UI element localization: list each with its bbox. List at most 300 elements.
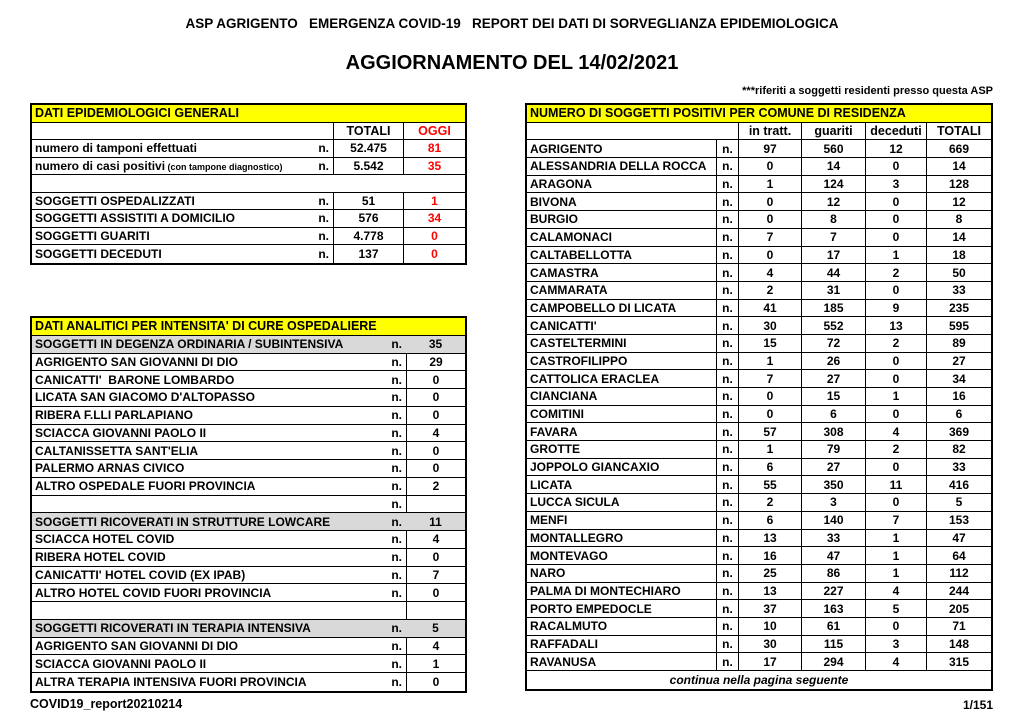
- n-label: n.: [391, 337, 402, 352]
- deceduti-value: 4: [865, 583, 926, 600]
- in-tratt-value: 2: [738, 494, 801, 511]
- commune-table-row: [527, 530, 991, 548]
- totali-value: 205: [926, 600, 991, 617]
- deceduti-value: 11: [865, 476, 926, 493]
- guariti-value: 47: [801, 547, 865, 564]
- commune-name: CAMASTRA: [530, 265, 599, 280]
- row-label-cell: [32, 228, 333, 245]
- general-table-row: [32, 193, 465, 211]
- totali-value: 5: [926, 494, 991, 511]
- n-label: n.: [716, 583, 738, 600]
- n-label: n.: [391, 390, 402, 405]
- row-label: ALTRO OSPEDALE FUORI PROVINCIA: [35, 479, 256, 494]
- commune-name: MONTEVAGO: [530, 548, 608, 563]
- commune-table-row: [527, 211, 991, 229]
- row-label: CANICATTI' HOTEL COVID (EX IPAB): [35, 567, 246, 582]
- row-label: SOGGETTI RICOVERATI IN STRUTTURE LOWCARE: [35, 514, 331, 529]
- hospital-section-row: [32, 513, 465, 531]
- n-label: n.: [318, 228, 329, 243]
- deceduti-value: 1: [865, 530, 926, 547]
- in-tratt-value: 6: [738, 512, 801, 529]
- commune-table-row: [527, 353, 991, 371]
- commune-name: CALAMONACI: [530, 230, 612, 245]
- commune-name: ARAGONA: [530, 177, 592, 192]
- hospital-table-row: [32, 531, 465, 549]
- count-value: 29: [406, 354, 465, 371]
- deceduti-value: 13: [865, 317, 926, 334]
- row-label: SOGGETTI IN DEGENZA ORDINARIA / SUBINTENSIVA: [35, 337, 344, 352]
- row-label: SCIACCA GIOVANNI PAOLO II: [35, 656, 207, 671]
- report-title: ASP AGRIGENTO EMERGENZA COVID-19 REPORT DEI DATI DI SORVEGLIANZA EPIDEMIOLOGICA: [185, 16, 839, 31]
- n-label: n.: [716, 317, 738, 334]
- guariti-value: 115: [801, 636, 865, 653]
- asp-residents-note: ***riferiti a soggetti residenti presso questa ASP: [742, 85, 993, 97]
- n-label: n.: [391, 567, 402, 582]
- count-value: 7: [406, 567, 465, 584]
- guariti-value: 294: [801, 653, 865, 670]
- general-table-row: [32, 245, 465, 263]
- n-label: n.: [716, 264, 738, 281]
- totali-value: 33: [926, 282, 991, 299]
- commune-name: LICATA: [530, 477, 573, 492]
- hospital-table-row: [32, 442, 465, 460]
- n-label: n.: [716, 211, 738, 228]
- row-label-cell: [32, 567, 406, 584]
- totali-value: 14: [926, 229, 991, 246]
- count-value: 0: [406, 460, 465, 477]
- commune-name: PALMA DI MONTECHIARO: [530, 583, 681, 598]
- guariti-value: 140: [801, 512, 865, 529]
- in-tratt-value: 55: [738, 476, 801, 493]
- totali-value: 52.475: [333, 140, 403, 157]
- oggi-value: 35: [403, 158, 465, 175]
- deceduti-value: 0: [865, 229, 926, 246]
- totali-value: 18: [926, 247, 991, 264]
- count-value: 0: [406, 371, 465, 388]
- in-tratt-value: 0: [738, 193, 801, 210]
- hospital-table-row: [32, 478, 465, 496]
- n-label: n.: [716, 547, 738, 564]
- commune-name: BURGIO: [530, 212, 578, 227]
- row-label-cell: [32, 549, 406, 566]
- hospital-table-row: [32, 425, 465, 443]
- commune-name: JOPPOLO GIANCAXIO: [530, 460, 660, 475]
- n-label: n.: [391, 372, 402, 387]
- commune-table-row: [527, 388, 991, 406]
- hospital-table-title: DATI ANALITICI PER INTENSITA' DI CURE OSPEDALIERE: [35, 319, 377, 334]
- deceduti-value: 2: [865, 335, 926, 352]
- deceduti-value: 0: [865, 494, 926, 511]
- general-table-row: [32, 210, 465, 228]
- commune-table-row: [527, 476, 991, 494]
- hospital-table-row: [32, 655, 465, 673]
- totali-value: 5.542: [333, 158, 403, 175]
- totali-value: 47: [926, 530, 991, 547]
- deceduti-value: 2: [865, 264, 926, 281]
- continuation-text: continua nella pagina seguente: [669, 672, 849, 687]
- totali-value: 576: [333, 210, 403, 227]
- commune-name: CAMMARATA: [530, 283, 608, 298]
- deceduti-column-header: deceduti: [865, 123, 926, 140]
- hospital-table-row: [32, 496, 465, 514]
- in-tratt-value: 7: [738, 229, 801, 246]
- row-label-cell: [32, 210, 333, 227]
- commune-name: CANICATTI': [530, 318, 597, 333]
- guariti-value: 7: [801, 229, 865, 246]
- in-tratt-column-header: in tratt.: [738, 123, 801, 140]
- row-label-cell: [32, 140, 333, 157]
- commune-table-title: NUMERO DI SOGGETTI POSITIVI PER COMUNE DI RESIDENZA: [530, 106, 906, 121]
- row-label: SOGGETTI GUARITI: [35, 228, 150, 243]
- general-data-table: [30, 103, 467, 265]
- n-label: n.: [318, 246, 329, 261]
- general-table-header-row: [32, 123, 465, 141]
- in-tratt-value: 37: [738, 600, 801, 617]
- totali-value: 416: [926, 476, 991, 493]
- guariti-value: 8: [801, 211, 865, 228]
- general-table-row: [32, 228, 465, 246]
- n-label: n.: [391, 532, 402, 547]
- oggi-column-header: OGGI: [403, 123, 465, 140]
- totali-value: 71: [926, 618, 991, 635]
- row-label-cell: [32, 442, 406, 459]
- row-label-cell: [32, 584, 406, 601]
- hospital-table-row: [32, 549, 465, 567]
- in-tratt-value: 1: [738, 441, 801, 458]
- row-label-cell: [32, 673, 406, 691]
- n-label: n.: [716, 636, 738, 653]
- guariti-value: 6: [801, 406, 865, 423]
- commune-name: CASTELTERMINI: [530, 336, 627, 351]
- n-label: n.: [716, 512, 738, 529]
- deceduti-value: 9: [865, 300, 926, 317]
- deceduti-value: 0: [865, 158, 926, 175]
- totali-value: 16: [926, 388, 991, 405]
- guariti-value: 17: [801, 247, 865, 264]
- guariti-column-header: guariti: [801, 123, 865, 140]
- in-tratt-value: 0: [738, 158, 801, 175]
- commune-table-row: [527, 317, 991, 335]
- commune-table-row: [527, 158, 991, 176]
- row-label: CALTANISSETTA SANT'ELIA: [35, 443, 199, 458]
- deceduti-value: 1: [865, 388, 926, 405]
- row-label-cell: [32, 531, 406, 548]
- n-label: n.: [391, 443, 402, 458]
- commune-table-row: [527, 140, 991, 158]
- totali-value: 12: [926, 193, 991, 210]
- guariti-value: 12: [801, 193, 865, 210]
- n-label: n.: [318, 158, 329, 173]
- hospital-section-row: [32, 336, 465, 354]
- deceduti-value: 4: [865, 423, 926, 440]
- oggi-value: 1: [403, 193, 465, 210]
- commune-name: CALTABELLOTTA: [530, 247, 632, 262]
- in-tratt-value: 2: [738, 282, 801, 299]
- commune-table-row: [527, 512, 991, 530]
- n-label: n.: [391, 479, 402, 494]
- n-label: n.: [716, 600, 738, 617]
- totali-value: 33: [926, 459, 991, 476]
- count-value: 4: [406, 531, 465, 548]
- n-label: n.: [391, 354, 402, 369]
- hospital-table-row: [32, 354, 465, 372]
- n-label: n.: [716, 229, 738, 246]
- in-tratt-value: 0: [738, 406, 801, 423]
- commune-table-row: [527, 636, 991, 654]
- totali-column-header: TOTALI: [333, 123, 403, 140]
- deceduti-value: 0: [865, 193, 926, 210]
- n-label: n.: [318, 211, 329, 226]
- commune-name: CAMPOBELLO DI LICATA: [530, 300, 677, 315]
- guariti-value: 14: [801, 158, 865, 175]
- totali-value: 4.778: [333, 228, 403, 245]
- row-label-cell: [32, 407, 406, 424]
- guariti-value: 227: [801, 583, 865, 600]
- row-label-cell: [32, 460, 406, 477]
- guariti-value: 163: [801, 600, 865, 617]
- guariti-value: 86: [801, 565, 865, 582]
- commune-table-title-row: [527, 105, 991, 123]
- in-tratt-value: 6: [738, 459, 801, 476]
- count-value: [406, 602, 465, 619]
- commune-table-row: [527, 193, 991, 211]
- count-value: 0: [406, 584, 465, 601]
- n-label: n.: [716, 300, 738, 317]
- totali-value: 27: [926, 353, 991, 370]
- deceduti-value: 2: [865, 441, 926, 458]
- hospital-section-row: [32, 620, 465, 638]
- row-label: RIBERA F.LLI PARLAPIANO: [35, 408, 193, 423]
- count-value: 35: [428, 337, 443, 352]
- n-label: n.: [391, 550, 402, 565]
- totali-value: 244: [926, 583, 991, 600]
- row-label-cell: [32, 620, 406, 637]
- in-tratt-value: 13: [738, 583, 801, 600]
- deceduti-value: 0: [865, 459, 926, 476]
- page-number: 1/151: [962, 698, 993, 712]
- in-tratt-value: 0: [738, 211, 801, 228]
- commune-name: FAVARA: [530, 424, 578, 439]
- row-label-cell: [32, 425, 406, 442]
- empty-header-cell: [32, 123, 333, 140]
- totali-value: 153: [926, 512, 991, 529]
- deceduti-value: 0: [865, 353, 926, 370]
- count-value: 1: [406, 655, 465, 672]
- commune-table-header-row: [527, 123, 991, 141]
- count-value: 5: [432, 621, 439, 636]
- in-tratt-value: 7: [738, 370, 801, 387]
- row-label: SOGGETTI DECEDUTI: [35, 246, 162, 261]
- row-label: ALTRA TERAPIA INTENSIVA FUORI PROVINCIA: [35, 674, 307, 689]
- n-label: n.: [716, 247, 738, 264]
- row-label-cell: [32, 389, 406, 406]
- n-label: n.: [391, 425, 402, 440]
- totali-value: 315: [926, 653, 991, 670]
- commune-name: CASTROFILIPPO: [530, 353, 628, 368]
- commune-name: AGRIGENTO: [530, 141, 603, 156]
- row-label-cell: [32, 371, 406, 388]
- hospital-table-title-row: [32, 318, 465, 336]
- guariti-value: 44: [801, 264, 865, 281]
- count-value: 4: [406, 425, 465, 442]
- row-label: SOGGETTI ASSISTITI A DOMICILIO: [35, 211, 236, 226]
- deceduti-value: 0: [865, 618, 926, 635]
- hospital-intensity-table: [30, 316, 467, 693]
- deceduti-value: 12: [865, 140, 926, 157]
- deceduti-value: 7: [865, 512, 926, 529]
- oggi-value: 81: [403, 140, 465, 157]
- totali-value: 34: [926, 370, 991, 387]
- in-tratt-value: 10: [738, 618, 801, 635]
- commune-table-row: [527, 370, 991, 388]
- commune-table-row: [527, 282, 991, 300]
- commune-table-row: [527, 618, 991, 636]
- commune-table-row: [527, 583, 991, 601]
- totali-value: 6: [926, 406, 991, 423]
- n-label: n.: [391, 638, 402, 653]
- hospital-table-row: [32, 638, 465, 656]
- commune-table-row: [527, 653, 991, 671]
- commune-name: LUCCA SICULA: [530, 495, 620, 510]
- hospital-table-row: [32, 584, 465, 602]
- row-label-cell: [32, 513, 406, 530]
- guariti-value: 15: [801, 388, 865, 405]
- totali-value: 82: [926, 441, 991, 458]
- guariti-value: 79: [801, 441, 865, 458]
- row-label-cell: [32, 336, 406, 353]
- guariti-value: 350: [801, 476, 865, 493]
- hospital-table-row: [32, 371, 465, 389]
- count-value: 0: [406, 673, 465, 691]
- count-value: 0: [406, 549, 465, 566]
- n-label: n.: [716, 176, 738, 193]
- commune-name: RACALMUTO: [530, 619, 608, 634]
- in-tratt-value: 25: [738, 565, 801, 582]
- totali-value: 669: [926, 140, 991, 157]
- n-label: n.: [318, 141, 329, 156]
- n-label: n.: [391, 621, 402, 636]
- n-label: n.: [391, 656, 402, 671]
- commune-table-row: [527, 494, 991, 512]
- totali-column-header: TOTALI: [926, 123, 991, 140]
- guariti-value: 560: [801, 140, 865, 157]
- n-label: n.: [716, 406, 738, 423]
- n-label: n.: [391, 496, 402, 511]
- commune-table-row: [527, 600, 991, 618]
- row-label: SCIACCA HOTEL COVID: [35, 532, 175, 547]
- general-table-row: [32, 158, 465, 176]
- guariti-value: 3: [801, 494, 865, 511]
- n-label: n.: [318, 193, 329, 208]
- in-tratt-value: 15: [738, 335, 801, 352]
- commune-table-row: [527, 406, 991, 424]
- commune-table-row: [527, 176, 991, 194]
- totali-value: 51: [333, 193, 403, 210]
- deceduti-value: 0: [865, 282, 926, 299]
- totali-value: 595: [926, 317, 991, 334]
- totali-value: 89: [926, 335, 991, 352]
- guariti-value: 72: [801, 335, 865, 352]
- document-filename: COVID19_report20210214: [30, 697, 183, 711]
- commune-name: CATTOLICA ERACLEA: [530, 371, 660, 386]
- row-label: PALERMO ARNAS CIVICO: [35, 461, 185, 476]
- row-label-cell: [32, 638, 406, 655]
- count-value: 0: [406, 407, 465, 424]
- commune-name: RAFFADALI: [530, 636, 598, 651]
- commune-table-row: [527, 423, 991, 441]
- n-label: n.: [716, 335, 738, 352]
- count-value: 0: [406, 442, 465, 459]
- n-label: n.: [716, 423, 738, 440]
- row-label-cell: [32, 193, 333, 210]
- totali-value: 8: [926, 211, 991, 228]
- row-label: AGRIGENTO SAN GIOVANNI DI DIO: [35, 638, 238, 653]
- n-label: n.: [716, 530, 738, 547]
- guariti-value: 33: [801, 530, 865, 547]
- guariti-value: 185: [801, 300, 865, 317]
- count-value: 11: [429, 514, 442, 529]
- commune-name: BIVONA: [530, 194, 577, 209]
- commune-table-row: [527, 264, 991, 282]
- row-label: numero di tamponi effettuati: [35, 141, 197, 156]
- in-tratt-value: 57: [738, 423, 801, 440]
- deceduti-value: 4: [865, 653, 926, 670]
- totali-value: 369: [926, 423, 991, 440]
- row-label-cell: [32, 602, 406, 619]
- general-table-title-row: [32, 105, 465, 123]
- hospital-table-row: [32, 407, 465, 425]
- row-label-note: (con tampone diagnostico): [165, 161, 283, 172]
- row-label: RIBERA HOTEL COVID: [35, 550, 166, 565]
- in-tratt-value: 0: [738, 247, 801, 264]
- deceduti-value: 0: [865, 211, 926, 228]
- n-label: n.: [716, 653, 738, 670]
- totali-value: 128: [926, 176, 991, 193]
- count-value: 4: [406, 638, 465, 655]
- row-label: SCIACCA GIOVANNI PAOLO II: [35, 425, 207, 440]
- row-label-cell: [32, 354, 406, 371]
- in-tratt-value: 1: [738, 353, 801, 370]
- in-tratt-value: 30: [738, 317, 801, 334]
- guariti-value: 308: [801, 423, 865, 440]
- oggi-value: 0: [403, 245, 465, 263]
- commune-name: RAVANUSA: [530, 654, 597, 669]
- commune-table-row: [527, 300, 991, 318]
- n-label: n.: [716, 158, 738, 175]
- oggi-value: 0: [403, 228, 465, 245]
- commune-name: PORTO EMPEDOCLE: [530, 601, 652, 616]
- deceduti-value: 0: [865, 370, 926, 387]
- oggi-value: 34: [403, 210, 465, 227]
- deceduti-value: 3: [865, 176, 926, 193]
- totali-value: 14: [926, 158, 991, 175]
- totali-value: 235: [926, 300, 991, 317]
- n-label: n.: [716, 282, 738, 299]
- in-tratt-value: 1: [738, 176, 801, 193]
- general-table-title: DATI EPIDEMIOLOGICI GENERALI: [35, 106, 239, 121]
- n-label: n.: [716, 388, 738, 405]
- n-label: n.: [391, 514, 402, 529]
- commune-name: MONTALLEGRO: [530, 530, 624, 545]
- in-tratt-value: 97: [738, 140, 801, 157]
- row-label-cell: [32, 496, 406, 513]
- row-label-cell: [32, 158, 333, 175]
- n-label: n.: [716, 494, 738, 511]
- commune-table-row: [527, 565, 991, 583]
- in-tratt-value: 13: [738, 530, 801, 547]
- totali-value: 64: [926, 547, 991, 564]
- guariti-value: 124: [801, 176, 865, 193]
